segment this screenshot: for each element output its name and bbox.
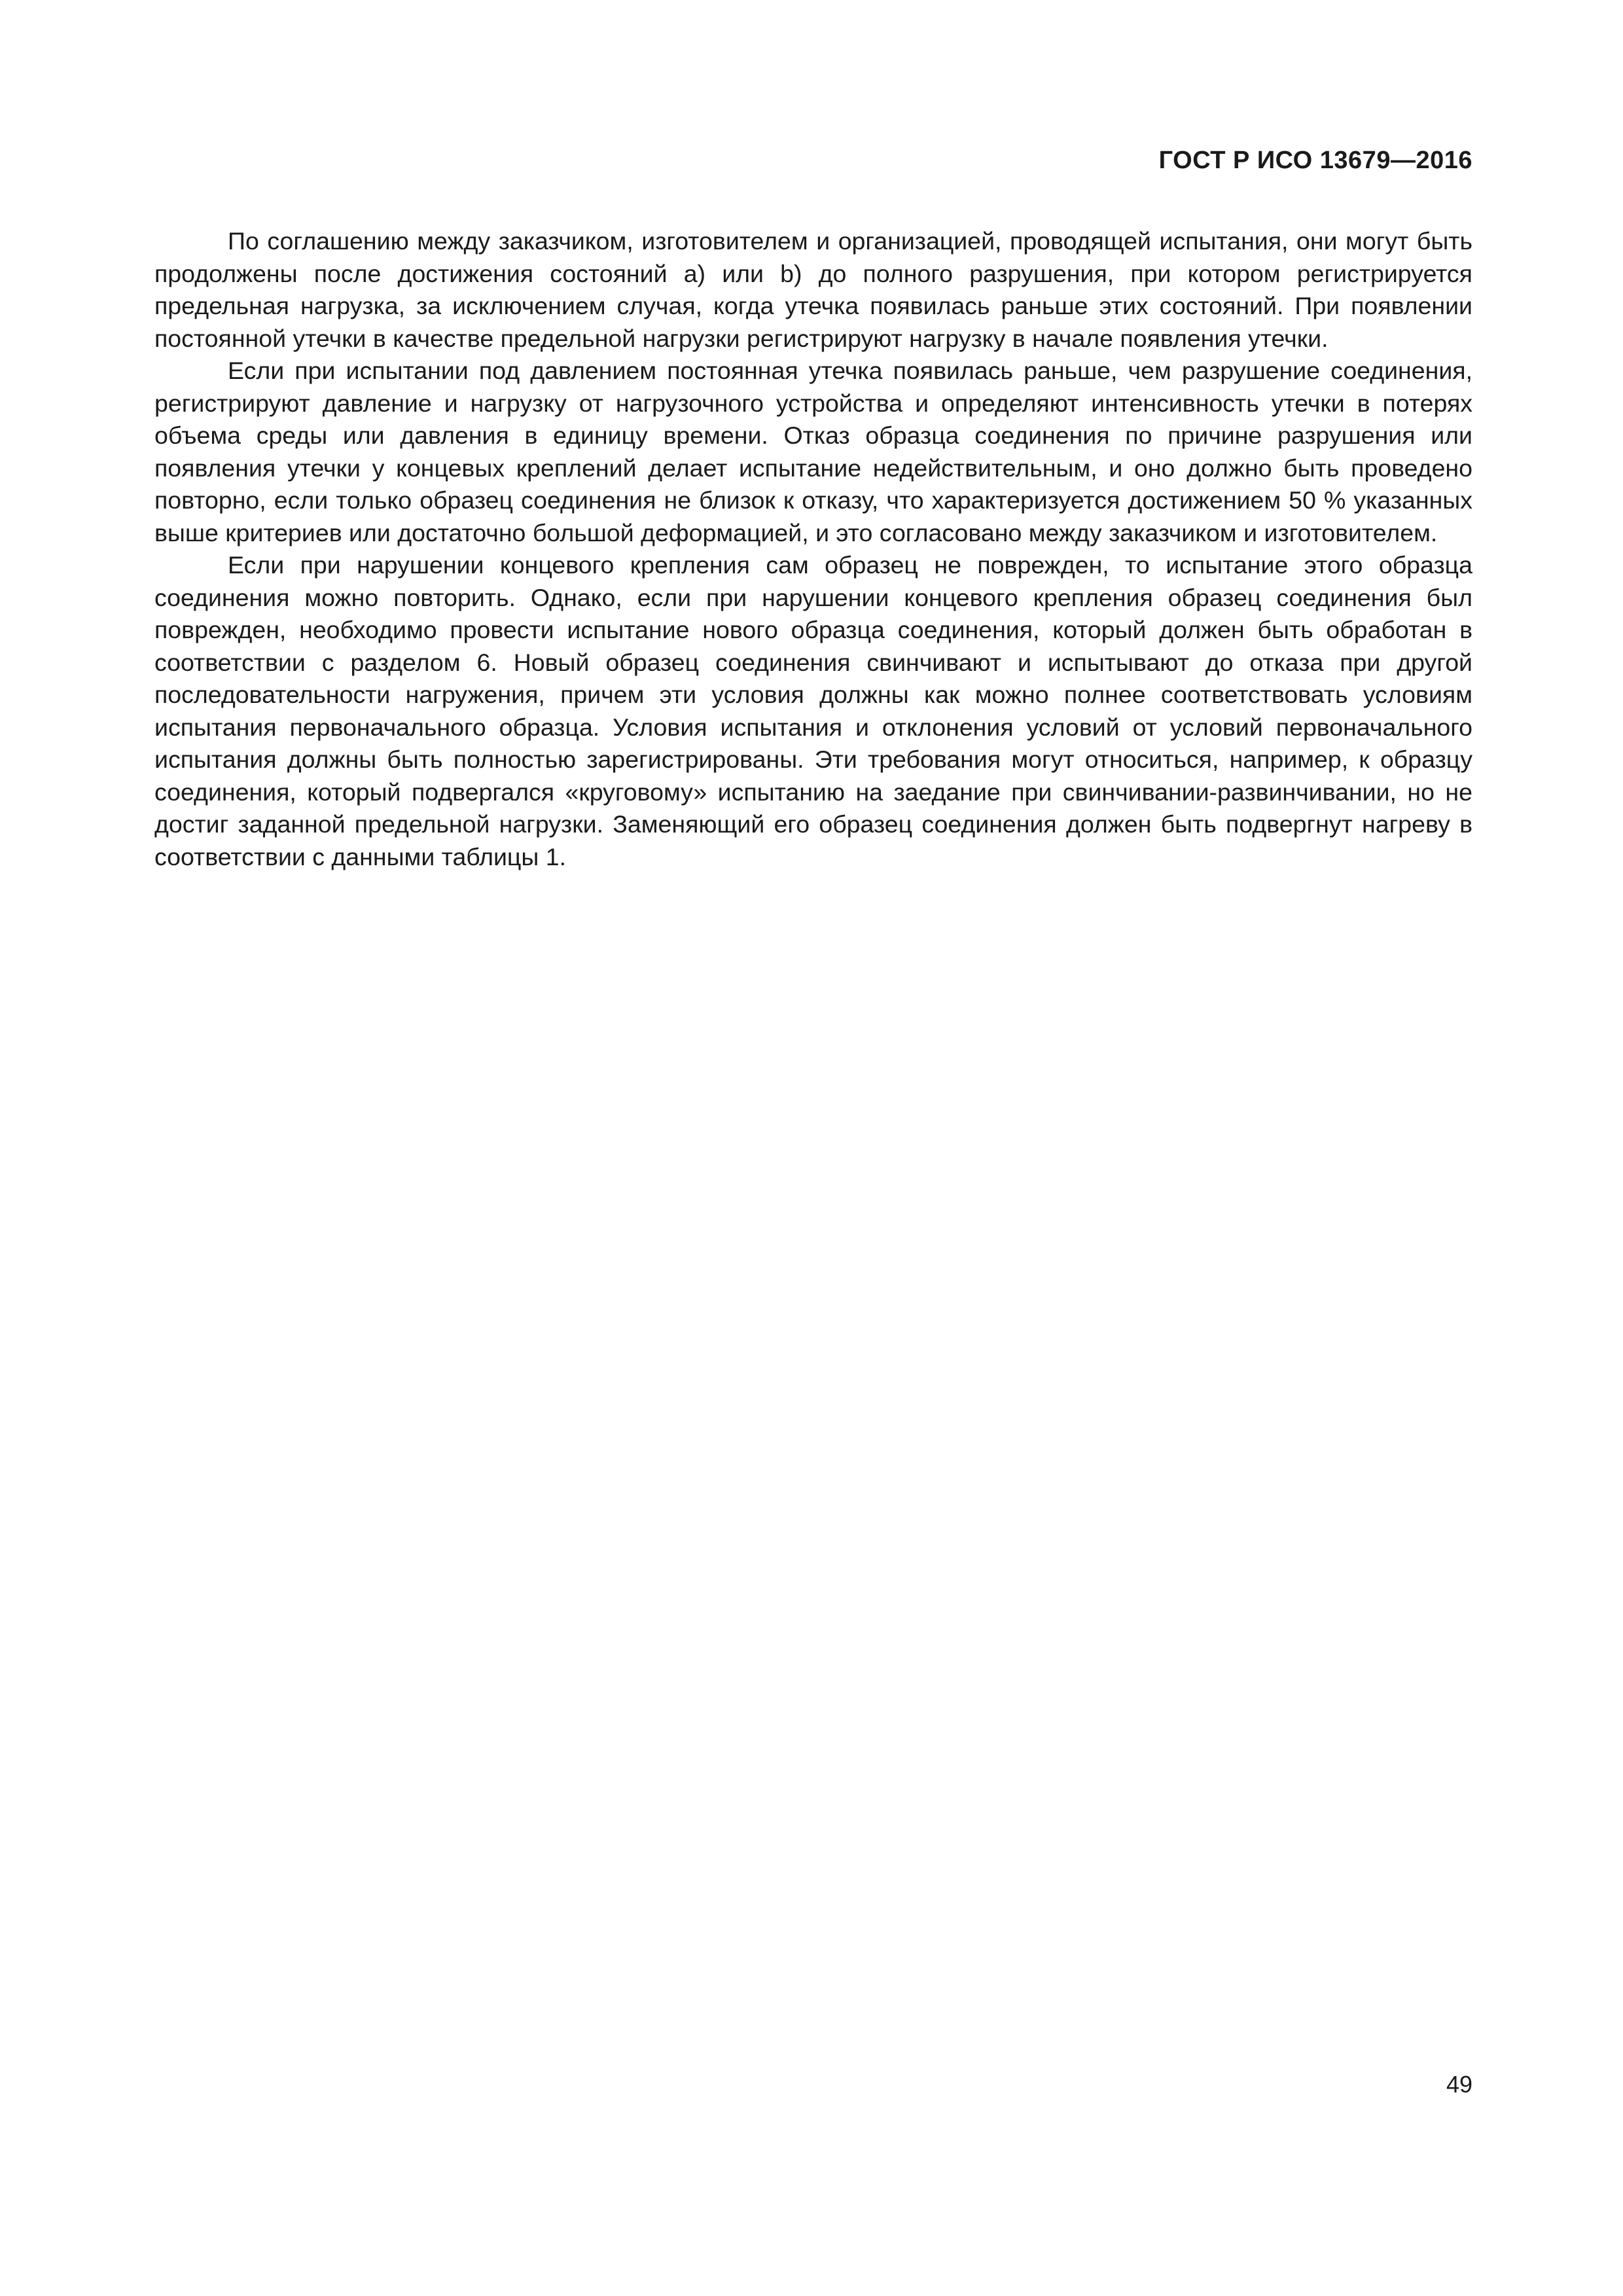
body-text	[154, 225, 1472, 873]
standard-id-header: ГОСТ Р ИСО 13679—2016	[1158, 147, 1472, 174]
paragraph-2: Если при испытании под давлением постоянная утечка появилась раньше, чем разрушение соединения, регистрируют давление и нагрузку от нагрузочного устройства и определяют интенсивность утечки в потерях объема среды или давления в единицу времени. Отказ образца соединения по причине разрушения или появления утечки у концевых креплений делает испытание недействительным, и оно должно быть проведено повторно, если только образец соединения не близок к отказу, что характеризуется достижением 50 % указанных выше критериев или достаточно большой деформацией, и это согласовано между заказчиком и изготовителем.	[154, 357, 1472, 547]
paragraph-1: По соглашению между заказчиком, изготовителем и организацией, проводящей испытания, они могут быть продолжены после достижения состояний a) или b) до полного разрушения, при котором регистрируется предельная нагрузка, за исключением случая, когда утечка появилась раньше этих состояний. При появлении постоянной утечки в качестве предельной нагрузки регистрируют нагрузку в начале появления утечки.	[154, 227, 1472, 352]
page-number: 49	[1446, 2071, 1472, 2098]
paragraph-3: Если при нарушении концевого крепления сам образец не поврежден, то испытание этого образца соединения можно повторить. Однако, если при нарушении концевого крепления образец соединения был поврежден, необходимо провести испытание нового образца соединения, который должен быть обработан в соответствии с разделом 6. Новый образец соединения свинчивают и испытывают до отказа при другой последовательности нагружения, причем эти условия должны как можно полнее соответствовать условиям испытания первоначального образца. Условия испытания и отклонения условий от условий первоначального испытания должны быть полностью зарегистрированы. Эти требования могут относиться, например, к образцу соединения, который подвергался «круговому» испытанию на заедание при свинчивании-развинчивании, но не достиг заданной предельной нагрузки. Заменяющий его образец соединения должен быть подвергнут нагреву в соответствии с данными таблицы 1.	[154, 551, 1472, 870]
